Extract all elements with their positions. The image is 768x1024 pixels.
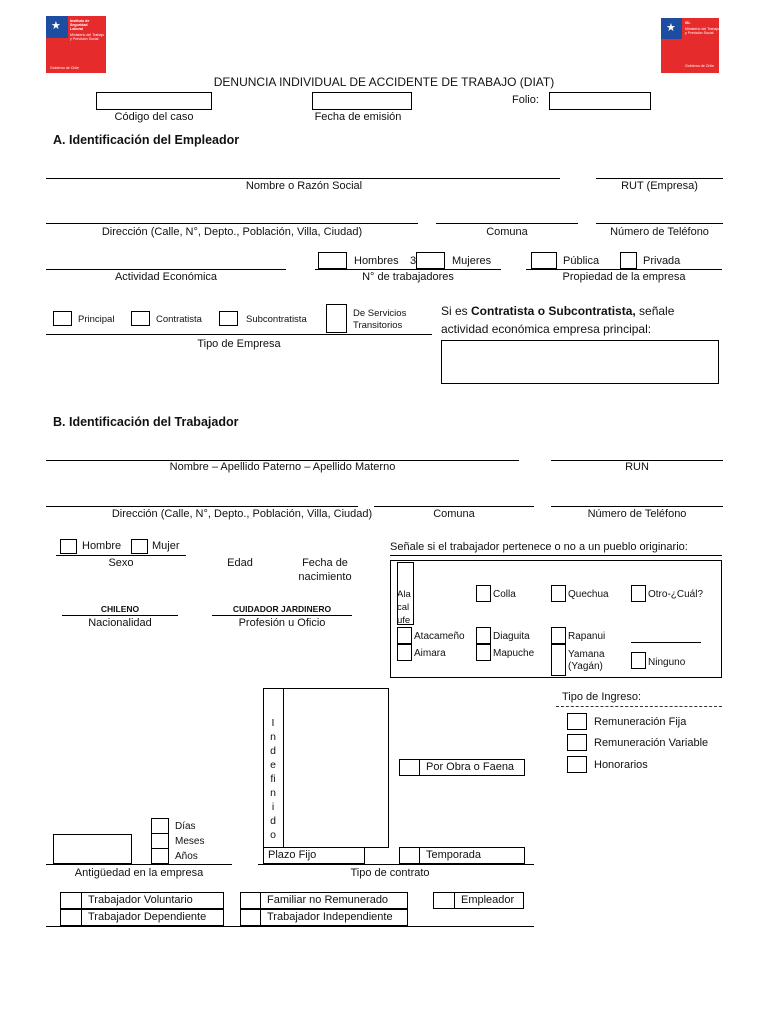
indefinido-label: I n d e fi n i d o xyxy=(270,717,276,841)
direccion-label: Dirección (Calle, N°, Depto., Población, Villa, Ciudad) xyxy=(101,226,363,238)
otro-cual-field[interactable] xyxy=(631,642,701,643)
tipo-contrato-line xyxy=(258,864,534,865)
isl-logo-right: ★ ISL Ministerio del Trabajo y Previsión Social Gobierno de Chile xyxy=(661,18,719,73)
form-title: DENUNCIA INDIVIDUAL DE ACCIDENTE DE TRABAJO (DIAT) xyxy=(213,75,555,89)
section-b-title: B. Identificación del Trabajador xyxy=(53,415,239,429)
tipo-ingreso-label: Tipo de Ingreso: xyxy=(562,691,642,703)
rut-empresa-field[interactable] xyxy=(596,178,723,179)
tipo-empresa-line xyxy=(46,334,432,335)
yamana-checkbox[interactable] xyxy=(551,644,566,676)
quechua-checkbox[interactable] xyxy=(551,585,566,602)
nombre-razon-social-label: Nombre o Razón Social xyxy=(245,180,363,192)
edad-label: Edad xyxy=(227,557,253,569)
contratista-checkbox[interactable] xyxy=(131,311,150,326)
mujeres-field[interactable] xyxy=(416,252,445,269)
pueblo-question: Señale si el trabajador pertenece o no a un pueblo originario: xyxy=(390,541,688,553)
antiguedad-label: Antigüedad en la empresa xyxy=(74,867,204,879)
meses-label: Meses xyxy=(175,836,205,847)
rut-empresa-label: RUT (Empresa) xyxy=(621,180,698,192)
mujer-checkbox[interactable] xyxy=(131,539,148,554)
aimara-checkbox[interactable] xyxy=(397,644,412,661)
honorarios-label: Honorarios xyxy=(594,759,648,771)
pueblo-question-line xyxy=(390,555,722,556)
hombre-label: Hombre xyxy=(82,540,122,552)
mujer-label: Mujer xyxy=(152,540,180,552)
bottom-line xyxy=(46,926,534,927)
honorarios-checkbox[interactable] xyxy=(567,756,587,773)
subcontratista-label: Subcontratista xyxy=(246,314,307,325)
fecha-emision-field[interactable] xyxy=(312,92,412,110)
aimara-label: Aimara xyxy=(414,648,446,659)
profesion-label: Profesión u Oficio xyxy=(238,617,326,629)
nombre-empleador-field[interactable] xyxy=(46,178,560,179)
star-icon: ★ xyxy=(666,22,676,34)
otro-label: Otro-¿Cuál? xyxy=(648,589,704,600)
mapuche-checkbox[interactable] xyxy=(476,644,491,661)
fecha-nacimiento-label-1: Fecha de xyxy=(302,557,348,569)
nacionalidad-label: Nacionalidad xyxy=(88,617,152,629)
profesion-field[interactable] xyxy=(212,615,352,616)
trabajadores-line xyxy=(315,269,501,270)
isl-logo-left: ★ Instituto de Seguridad Laboral Ministerio del Trabajo y Previsión Social Gobierno de Chile xyxy=(46,16,106,73)
telefono-label: Número de Teléfono xyxy=(610,226,709,238)
por-obra-label: Por Obra o Faena xyxy=(426,761,515,773)
servicios-transitorios-checkbox[interactable] xyxy=(326,304,347,333)
anos-label: Años xyxy=(175,851,198,862)
yamana-label-1: Yamana xyxy=(568,649,605,660)
hombres-field[interactable] xyxy=(318,252,347,269)
dias-label: Días xyxy=(175,821,196,832)
mujeres-label: Mujeres xyxy=(452,255,492,267)
rapanui-label: Rapanui xyxy=(568,631,606,642)
temporada-label: Temporada xyxy=(426,849,482,861)
tipo-empresa-label: Tipo de Empresa xyxy=(197,338,281,350)
comuna-trabajador-label: Comuna xyxy=(433,508,475,520)
profesion-value: CUIDADOR JARDINERO xyxy=(232,604,332,614)
tipo-ingreso-line xyxy=(556,706,722,707)
diaguita-label: Diaguita xyxy=(493,631,530,642)
por-obra-divider xyxy=(419,759,420,776)
section-a-title: A. Identificación del Empleador xyxy=(53,133,240,147)
servicios-label-2: Transitorios xyxy=(353,320,403,331)
otro-checkbox[interactable] xyxy=(631,585,646,602)
nacionalidad-value: CHILENO xyxy=(100,604,140,614)
telefono-empleador-field[interactable] xyxy=(596,223,723,224)
atacameno-checkbox[interactable] xyxy=(397,627,412,644)
alacalufe-label-3: ufe xyxy=(397,615,411,626)
voluntario-divider xyxy=(81,892,82,909)
contratista-label: Contratista xyxy=(156,314,202,325)
principal-checkbox[interactable] xyxy=(53,311,72,326)
tipo-contrato-label: Tipo de contrato xyxy=(350,867,430,879)
ninguno-checkbox[interactable] xyxy=(631,652,646,669)
codigo-caso-label: Código del caso xyxy=(114,111,194,123)
telefono-trabajador-field[interactable] xyxy=(551,506,723,507)
familiar-divider xyxy=(260,892,261,909)
servicios-label-1: De Servicios xyxy=(353,308,407,319)
codigo-caso-field[interactable] xyxy=(96,92,212,110)
quechua-label: Quechua xyxy=(568,589,609,600)
fecha-nacimiento-label-2: nacimiento xyxy=(298,571,352,583)
remuneracion-variable-checkbox[interactable] xyxy=(567,734,587,751)
temporada-divider xyxy=(419,847,420,864)
direccion-trabajador-label: Dirección (Calle, N°, Depto., Población, Villa, Ciudad) xyxy=(111,508,373,520)
trabajador-independiente-label: Trabajador Independiente xyxy=(267,911,393,923)
subcontratista-checkbox[interactable] xyxy=(219,311,238,326)
propiedad-label: Propiedad de la empresa xyxy=(562,271,686,283)
run-label: RUN xyxy=(625,461,649,473)
actividad-economica-field[interactable] xyxy=(46,269,286,270)
direccion-trabajador-field[interactable] xyxy=(46,506,358,507)
hombre-checkbox[interactable] xyxy=(60,539,77,554)
folio-field[interactable] xyxy=(549,92,651,110)
senale-actividad-text-2: actividad económica empresa principal: xyxy=(441,322,652,336)
remuneracion-fija-checkbox[interactable] xyxy=(567,713,587,730)
rapanui-checkbox[interactable] xyxy=(551,627,566,644)
alacalufe-label-2: cal xyxy=(397,602,410,613)
principal-label: Principal xyxy=(78,314,115,325)
antiguedad-line xyxy=(46,864,232,865)
yamana-label-2: (Yagán) xyxy=(568,661,603,672)
meses-checkbox[interactable] xyxy=(151,833,169,849)
independiente-divider xyxy=(260,909,261,926)
plazo-fijo-label: Plazo Fijo xyxy=(268,849,317,861)
hombres-overflow-digit: 3 xyxy=(410,255,417,267)
colla-checkbox[interactable] xyxy=(476,585,491,602)
actividad-principal-field[interactable] xyxy=(441,340,719,384)
indefinido-divider xyxy=(283,688,284,848)
comuna-label: Comuna xyxy=(486,226,528,238)
anos-checkbox[interactable] xyxy=(151,848,169,864)
direccion-empleador-field[interactable] xyxy=(46,223,418,224)
trabajador-voluntario-label: Trabajador Voluntario xyxy=(88,894,193,906)
mapuche-label: Mapuche xyxy=(493,648,535,659)
hombres-label: Hombres xyxy=(354,255,399,267)
comuna-empleador-field[interactable] xyxy=(436,223,578,224)
colla-label: Colla xyxy=(493,589,516,600)
alacalufe-label-1: Ala xyxy=(397,589,411,600)
nombre-trabajador-label: Nombre – Apellido Paterno – Apellido Materno xyxy=(169,461,396,473)
familiar-no-remunerado-label: Familiar no Remunerado xyxy=(267,894,389,906)
privada-checkbox[interactable] xyxy=(620,252,637,269)
privada-label: Privada xyxy=(643,255,681,267)
dias-checkbox[interactable] xyxy=(151,818,169,834)
comuna-trabajador-field[interactable] xyxy=(374,506,534,507)
propiedad-line xyxy=(526,269,722,270)
publica-label: Pública xyxy=(563,255,600,267)
empleador-divider xyxy=(454,892,455,909)
folio-label: Folio: xyxy=(512,94,539,106)
sexo-line xyxy=(56,555,186,556)
actividad-economica-label: Actividad Económica xyxy=(114,271,218,283)
remuneracion-variable-label: Remuneración Variable xyxy=(594,737,709,749)
fecha-emision-label: Fecha de emisión xyxy=(314,111,402,123)
antiguedad-field[interactable] xyxy=(53,834,132,864)
trabajadores-label: N° de trabajadores xyxy=(362,271,454,283)
sexo-label: Sexo xyxy=(108,557,134,569)
telefono-trabajador-label: Número de Teléfono xyxy=(587,508,687,520)
diaguita-checkbox[interactable] xyxy=(476,627,491,644)
atacameno-label: Atacameño xyxy=(414,631,465,642)
star-icon: ★ xyxy=(51,20,61,32)
remuneracion-fija-label: Remuneración Fija xyxy=(594,716,687,728)
dependiente-divider xyxy=(81,909,82,926)
trabajador-dependiente-label: Trabajador Dependiente xyxy=(88,911,207,923)
publica-checkbox[interactable] xyxy=(531,252,557,269)
nacionalidad-field[interactable] xyxy=(62,615,178,616)
senale-actividad-text: Si es Contratista o Subcontratista, señale xyxy=(441,304,675,318)
ninguno-label: Ninguno xyxy=(648,657,686,668)
empleador-label: Empleador xyxy=(461,894,515,906)
